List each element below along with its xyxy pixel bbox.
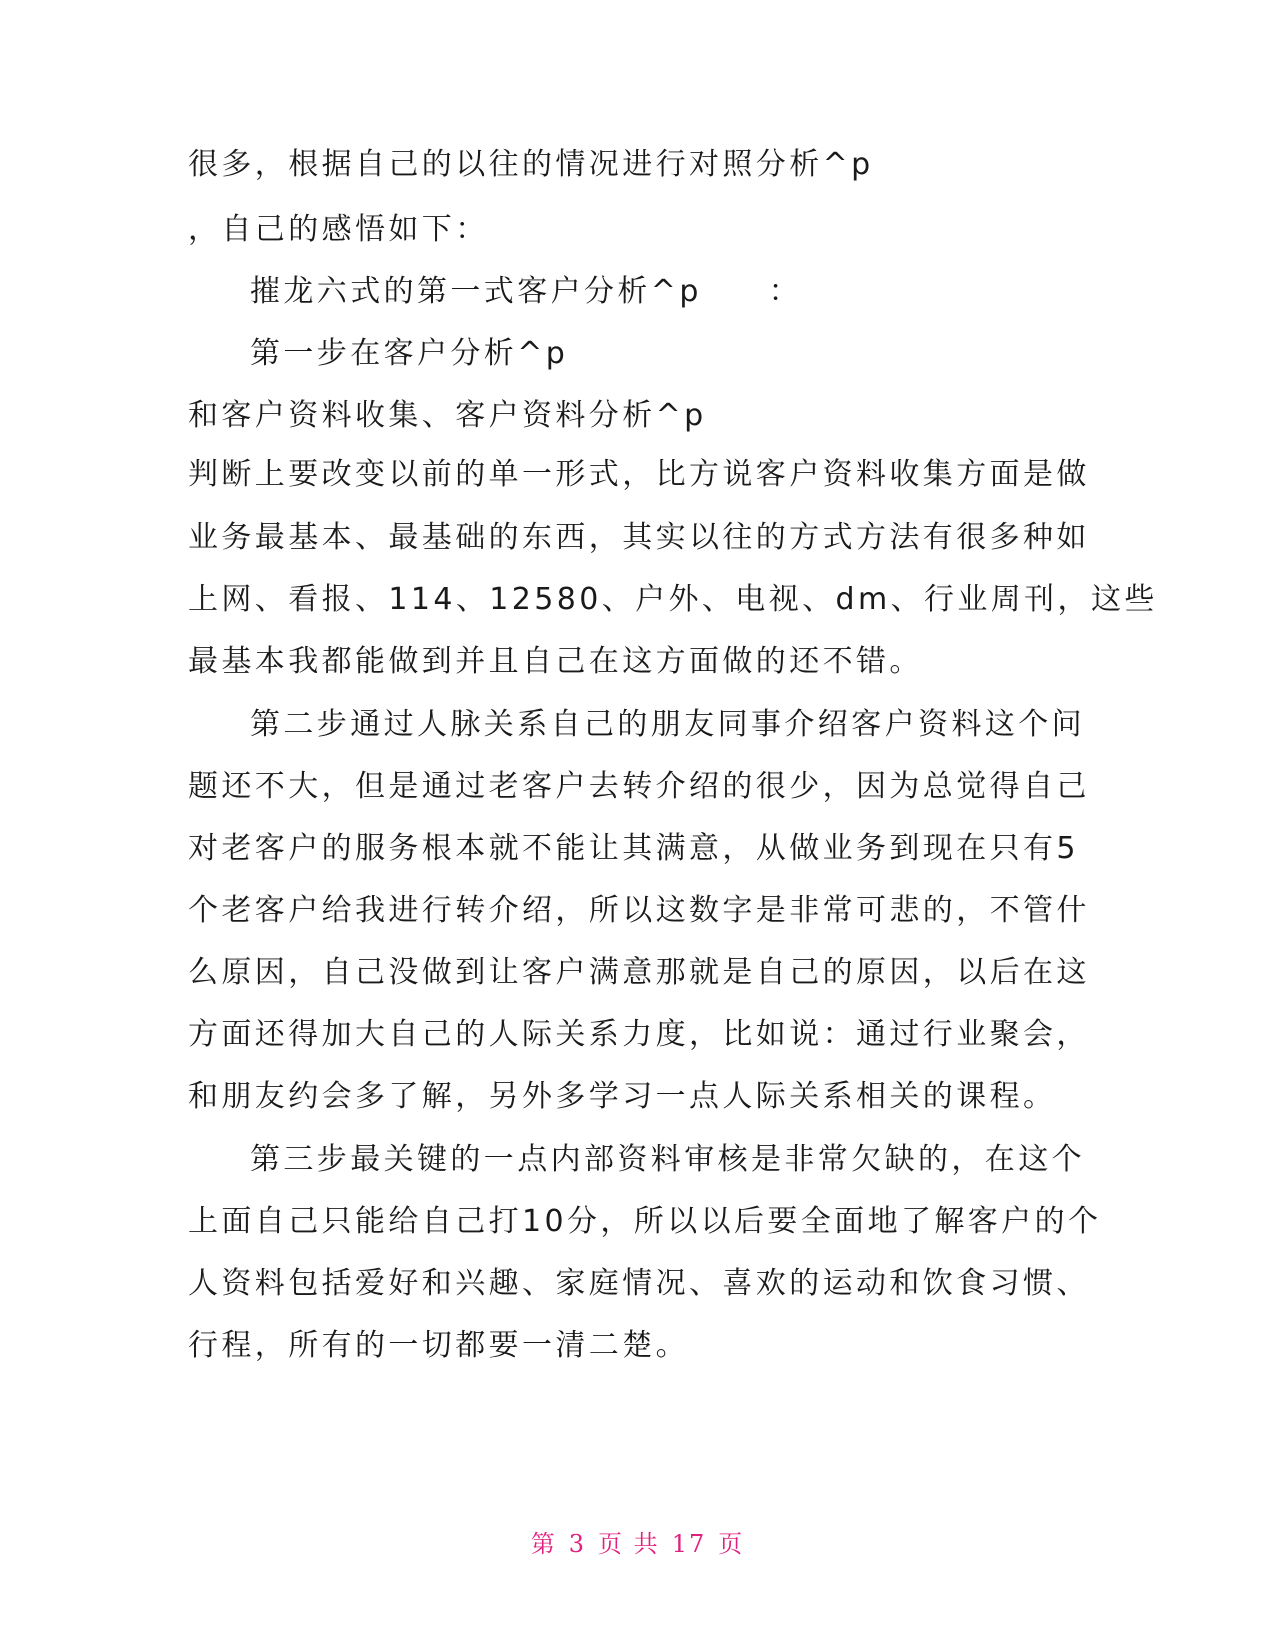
footer-suffix: 页 bbox=[718, 1530, 745, 1558]
text-line: 行程，所有的一切都要一清二楚。 bbox=[188, 1328, 689, 1363]
text-line: 题还不大，但是通过老客户去转介绍的很少，因为总觉得自己 bbox=[188, 769, 1090, 804]
text-line: 上面自己只能给自己打10分，所以以后要全面地了解客户的个 bbox=[188, 1204, 1102, 1239]
page-number-footer bbox=[0, 1528, 1275, 1560]
current-page-number: 3 bbox=[568, 1530, 587, 1558]
text-line: 第三步最关键的一点内部资料审核是非常欠缺的，在这个 bbox=[250, 1142, 1085, 1177]
text-line: 和客户资料收集、客户资料分析^p bbox=[188, 398, 707, 433]
footer-prefix: 第 bbox=[530, 1530, 557, 1558]
text-line: 对老客户的服务根本就不能让其满意，从做业务到现在只有5 bbox=[188, 831, 1079, 866]
text-line: 很多，根据自己的以往的情况进行对照分析^p bbox=[188, 147, 874, 182]
text-line: 摧龙六式的第一式客户分析^p ： bbox=[250, 274, 802, 309]
text-line: 上网、看报、114、12580、户外、电视、dm、行业周刊，这些 bbox=[188, 582, 1158, 617]
text-line: 个老客户给我进行转介绍，所以这数字是非常可悲的，不管什 bbox=[188, 893, 1090, 928]
text-line: ，自己的感悟如下： bbox=[188, 212, 489, 247]
text-line: 和朋友约会多了解，另外多学习一点人际关系相关的课程。 bbox=[188, 1079, 1057, 1114]
text-line: 第一步在客户分析^p bbox=[250, 336, 569, 371]
text-line: 么原因，自己没做到让客户满意那就是自己的原因，以后在这 bbox=[188, 955, 1090, 990]
text-line: 第二步通过人脉关系自己的朋友同事介绍客户资料这个问 bbox=[250, 707, 1085, 742]
text-line: 业务最基本、最基础的东西，其实以往的方式方法有很多种如 bbox=[188, 520, 1090, 555]
text-line: 方面还得加大自己的人际关系力度，比如说：通过行业聚会， bbox=[188, 1017, 1090, 1052]
total-page-number: 17 bbox=[671, 1530, 707, 1558]
footer-mid: 页 共 bbox=[598, 1530, 660, 1558]
text-line: 人资料包括爱好和兴趣、家庭情况、喜欢的运动和饮食习惯、 bbox=[188, 1266, 1090, 1301]
text-line: 最基本我都能做到并且自己在这方面做的还不错。 bbox=[188, 644, 923, 679]
text-line: 判断上要改变以前的单一形式，比方说客户资料收集方面是做 bbox=[188, 457, 1090, 492]
